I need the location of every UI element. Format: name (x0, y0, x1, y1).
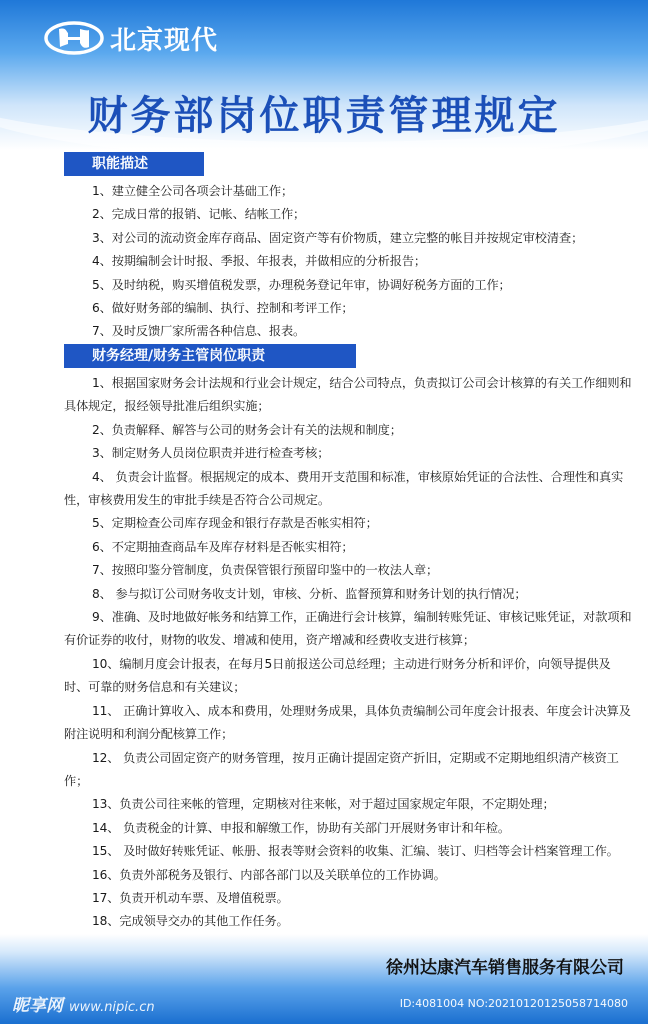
page-title: 财务部岗位职责管理规定 (87, 93, 561, 139)
brand-name: 北京现代 (110, 25, 219, 56)
list-item: 13、负责公司往来帐的管理，定期核对往来帐，对于超过国家规定年限，不定期处理； (92, 797, 555, 812)
section-list-functions (64, 180, 632, 344)
list-item: 8、 参与拟订公司财务收支计划，审核、分析、监督预算和财务计划的执行情况； (92, 586, 527, 601)
list-item: 10、编制月度会计报表，在每月5日前报送公司总经理；主动进行财务分析和评价，向领导提供及时、可靠的财务信息和有关建议； (64, 656, 611, 695)
list-item: 14、 负责税金的计算、申报和解缴工作，协助有关部门开展财务审计和年检。 (92, 820, 510, 835)
list-item: 9、准确、及时地做好帐务和结算工作，正确进行会计核算，编制转账凭证、审核记账凭证，对款项和有价证券的收付，财物的收发、增减和使用，资产增减和经费收支进行核算； (64, 610, 632, 648)
list-item: 6、做好财务部的编制、执行、控制和考评工作； (92, 301, 354, 316)
list-item: 3、制定财务人员岗位职责并进行检查考核； (92, 446, 330, 461)
list-item: 17、负责开机动车票、及增值税票。 (92, 890, 289, 905)
watermark-logo (12, 991, 155, 1016)
list-item: 1、建立健全公司各项会计基础工作； (92, 184, 294, 198)
list-item: 4、 负责会计监督。根据规定的成本、费用开支范围和标准，审核原始凭证的合法性、合理性和真实性，审核费用发生的审批手续是否符合公司规定。 (64, 469, 624, 508)
list-item: 5、定期检查公司库存现金和银行存款是否帐实相符； (92, 516, 378, 531)
image-id-label: ID:4081004 NO:20210120125058714080 (399, 997, 628, 1010)
section-header-functions: 职能描述 (64, 152, 204, 176)
list-item: 6、不定期抽查商品车及库存材料是否帐实相符； (92, 539, 354, 554)
list-item: 16、负责外部税务及银行、内部各部门以及关联单位的工作协调。 (92, 867, 446, 882)
company-name: 徐州达康汽车销售服务有限公司 (386, 958, 624, 978)
list-item: 18、完成领导交办的其他工作任务。 (92, 914, 289, 929)
list-item: 12、 负责公司固定资产的财务管理，按月正确计提固定资产折旧，定期或不定期地组织清产核资工作； (64, 750, 619, 788)
list-item: 2、负责解释、解答与公司的财务会计有关的法规和制度； (92, 422, 402, 437)
list-item: 1、根据国家财务会计法规和行业会计规定，结合公司特点，负责拟订公司会计核算的有关工作细则和具体规定，报经领导批准后组织实施； (64, 376, 632, 414)
list-item: 4、按期编制会计时报、季报、年报表，并做相应的分析报告； (92, 254, 427, 269)
list-item: 5、及时纳税，购买增值税发票，办理税务登记年审，协调好税务方面的工作； (92, 277, 511, 292)
list-item: 3、对公司的流动资金库存商品、固定资产等有价物质，建立完整的帐目并按规定审校清查； (92, 230, 584, 245)
list-item: 7、及时反馈厂家所需各种信息、报表。 (92, 324, 306, 339)
watermark-text: 昵享网 (12, 996, 63, 1016)
hyundai-logo-icon (44, 21, 104, 55)
list-item: 15、 及时做好转账凭证、帐册、报表等财会资料的收集、汇编、装订、归档等会计档案管理工作。 (92, 844, 619, 859)
section-list-manager-duties (64, 372, 632, 934)
brand-logo (44, 20, 218, 56)
list-item: 11、 正确计算收入、成本和费用，处理财务成果，具体负责编制公司年度会计报表、年度会计决算及附注说明和利润分配核算工作； (64, 703, 631, 742)
section-header-manager-duties: 财务经理/财务主管岗位职责 (64, 344, 356, 368)
list-item: 2、完成日常的报销、记帐、结帐工作； (92, 207, 306, 222)
list-item: 7、按照印鉴分管制度，负责保管银行预留印鉴中的一枚法人章； (92, 563, 439, 578)
watermark-url: www.nipic.cn (69, 1000, 155, 1015)
